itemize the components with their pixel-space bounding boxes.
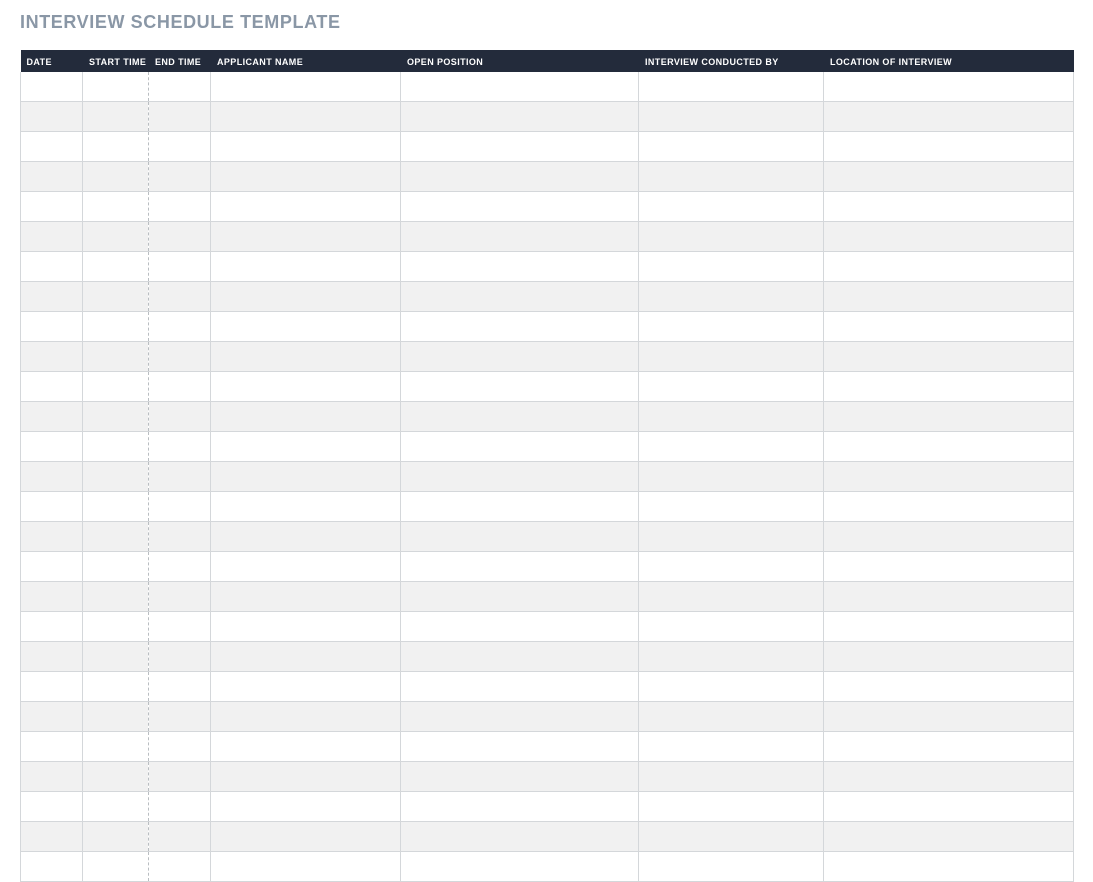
cell-start_time[interactable] <box>83 162 149 192</box>
cell-applicant_name[interactable] <box>211 402 401 432</box>
cell-location_of_interview[interactable] <box>824 132 1074 162</box>
cell-applicant_name[interactable] <box>211 672 401 702</box>
cell-end_time[interactable] <box>149 672 211 702</box>
cell-start_time[interactable] <box>83 102 149 132</box>
cell-end_time[interactable] <box>149 522 211 552</box>
cell-applicant_name[interactable] <box>211 732 401 762</box>
cell-open_position[interactable] <box>401 432 639 462</box>
cell-open_position[interactable] <box>401 492 639 522</box>
cell-interview_conducted_by[interactable] <box>639 672 824 702</box>
cell-end_time[interactable] <box>149 432 211 462</box>
cell-date[interactable] <box>21 372 83 402</box>
table-row <box>21 222 1074 252</box>
cell-date[interactable] <box>21 102 83 132</box>
cell-date[interactable] <box>21 222 83 252</box>
column-header-interview-conducted-by: INTERVIEW CONDUCTED BY <box>639 50 824 72</box>
table-row <box>21 102 1074 132</box>
table-row <box>21 402 1074 432</box>
cell-start_time[interactable] <box>83 732 149 762</box>
cell-open_position[interactable] <box>401 342 639 372</box>
cell-open_position[interactable] <box>401 372 639 402</box>
cell-date[interactable] <box>21 702 83 732</box>
cell-start_time[interactable] <box>83 762 149 792</box>
cell-applicant_name[interactable] <box>211 762 401 792</box>
table-row <box>21 492 1074 522</box>
cell-location_of_interview[interactable] <box>824 642 1074 672</box>
cell-interview_conducted_by[interactable] <box>639 102 824 132</box>
cell-applicant_name[interactable] <box>211 822 401 852</box>
cell-location_of_interview[interactable] <box>824 402 1074 432</box>
cell-date[interactable] <box>21 342 83 372</box>
cell-location_of_interview[interactable] <box>824 672 1074 702</box>
cell-end_time[interactable] <box>149 342 211 372</box>
cell-date[interactable] <box>21 432 83 462</box>
table-row <box>21 612 1074 642</box>
cell-date[interactable] <box>21 552 83 582</box>
cell-open_position[interactable] <box>401 252 639 282</box>
table-row <box>21 162 1074 192</box>
cell-end_time[interactable] <box>149 792 211 822</box>
cell-location_of_interview[interactable] <box>824 552 1074 582</box>
cell-interview_conducted_by[interactable] <box>639 792 824 822</box>
cell-open_position[interactable] <box>401 822 639 852</box>
cell-open_position[interactable] <box>401 312 639 342</box>
column-header-start-time: START TIME <box>83 50 149 72</box>
cell-interview_conducted_by[interactable] <box>639 612 824 642</box>
cell-interview_conducted_by[interactable] <box>639 342 824 372</box>
cell-start_time[interactable] <box>83 222 149 252</box>
cell-location_of_interview[interactable] <box>824 282 1074 312</box>
table-row <box>21 462 1074 492</box>
cell-date[interactable] <box>21 792 83 822</box>
cell-end_time[interactable] <box>149 732 211 762</box>
cell-applicant_name[interactable] <box>211 612 401 642</box>
cell-start_time[interactable] <box>83 522 149 552</box>
cell-end_time[interactable] <box>149 132 211 162</box>
cell-applicant_name[interactable] <box>211 642 401 672</box>
cell-date[interactable] <box>21 822 83 852</box>
table-row <box>21 702 1074 732</box>
interview-schedule-table <box>20 50 1074 882</box>
cell-interview_conducted_by[interactable] <box>639 372 824 402</box>
cell-open_position[interactable] <box>401 402 639 432</box>
cell-end_time[interactable] <box>149 282 211 312</box>
cell-applicant_name[interactable] <box>211 72 401 102</box>
cell-end_time[interactable] <box>149 402 211 432</box>
cell-start_time[interactable] <box>83 492 149 522</box>
cell-open_position[interactable] <box>401 102 639 132</box>
cell-date[interactable] <box>21 672 83 702</box>
cell-open_position[interactable] <box>401 672 639 702</box>
cell-location_of_interview[interactable] <box>824 372 1074 402</box>
cell-applicant_name[interactable] <box>211 192 401 222</box>
cell-location_of_interview[interactable] <box>824 492 1074 522</box>
column-header-applicant-name: APPLICANT NAME <box>211 50 401 72</box>
cell-interview_conducted_by[interactable] <box>639 402 824 432</box>
cell-applicant_name[interactable] <box>211 432 401 462</box>
cell-start_time[interactable] <box>83 252 149 282</box>
cell-date[interactable] <box>21 582 83 612</box>
cell-applicant_name[interactable] <box>211 282 401 312</box>
table-row <box>21 252 1074 282</box>
cell-interview_conducted_by[interactable] <box>639 222 824 252</box>
table-row <box>21 522 1074 552</box>
cell-interview_conducted_by[interactable] <box>639 702 824 732</box>
cell-date[interactable] <box>21 462 83 492</box>
cell-start_time[interactable] <box>83 192 149 222</box>
cell-interview_conducted_by[interactable] <box>639 132 824 162</box>
table-row <box>21 732 1074 762</box>
cell-interview_conducted_by[interactable] <box>639 582 824 612</box>
cell-applicant_name[interactable] <box>211 102 401 132</box>
table-row <box>21 432 1074 462</box>
table-row <box>21 372 1074 402</box>
cell-start_time[interactable] <box>83 822 149 852</box>
cell-start_time[interactable] <box>83 132 149 162</box>
cell-start_time[interactable] <box>83 612 149 642</box>
cell-location_of_interview[interactable] <box>824 192 1074 222</box>
cell-end_time[interactable] <box>149 552 211 582</box>
cell-open_position[interactable] <box>401 222 639 252</box>
cell-location_of_interview[interactable] <box>824 582 1074 612</box>
cell-interview_conducted_by[interactable] <box>639 762 824 792</box>
cell-open_position[interactable] <box>401 792 639 822</box>
cell-open_position[interactable] <box>401 522 639 552</box>
cell-start_time[interactable] <box>83 462 149 492</box>
cell-applicant_name[interactable] <box>211 312 401 342</box>
cell-open_position[interactable] <box>401 642 639 672</box>
cell-interview_conducted_by[interactable] <box>639 552 824 582</box>
cell-location_of_interview[interactable] <box>824 432 1074 462</box>
cell-location_of_interview[interactable] <box>824 612 1074 642</box>
cell-date[interactable] <box>21 522 83 552</box>
cell-open_position[interactable] <box>401 612 639 642</box>
cell-date[interactable] <box>21 492 83 522</box>
cell-date[interactable] <box>21 762 83 792</box>
cell-interview_conducted_by[interactable] <box>639 732 824 762</box>
cell-location_of_interview[interactable] <box>824 222 1074 252</box>
cell-end_time[interactable] <box>149 312 211 342</box>
cell-end_time[interactable] <box>149 702 211 732</box>
cell-end_time[interactable] <box>149 372 211 402</box>
cell-end_time[interactable] <box>149 192 211 222</box>
cell-applicant_name[interactable] <box>211 222 401 252</box>
column-header-location-of-interview: LOCATION OF INTERVIEW <box>824 50 1074 72</box>
table-row <box>21 552 1074 582</box>
cell-location_of_interview[interactable] <box>824 312 1074 342</box>
cell-applicant_name[interactable] <box>211 702 401 732</box>
cell-end_time[interactable] <box>149 612 211 642</box>
cell-start_time[interactable] <box>83 792 149 822</box>
cell-location_of_interview[interactable] <box>824 102 1074 132</box>
table-header <box>21 50 1074 72</box>
cell-interview_conducted_by[interactable] <box>639 432 824 462</box>
cell-open_position[interactable] <box>401 282 639 312</box>
cell-end_time[interactable] <box>149 492 211 522</box>
cell-date[interactable] <box>21 252 83 282</box>
cell-applicant_name[interactable] <box>211 492 401 522</box>
cell-interview_conducted_by[interactable] <box>639 522 824 552</box>
cell-open_position[interactable] <box>401 72 639 102</box>
cell-date[interactable] <box>21 192 83 222</box>
table-body <box>21 72 1074 882</box>
cell-location_of_interview[interactable] <box>824 72 1074 102</box>
table-row <box>21 132 1074 162</box>
cell-interview_conducted_by[interactable] <box>639 72 824 102</box>
cell-location_of_interview[interactable] <box>824 522 1074 552</box>
column-header-date: DATE <box>21 50 83 72</box>
cell-interview_conducted_by[interactable] <box>639 192 824 222</box>
cell-location_of_interview[interactable] <box>824 462 1074 492</box>
cell-start_time[interactable] <box>83 402 149 432</box>
cell-interview_conducted_by[interactable] <box>639 642 824 672</box>
cell-location_of_interview[interactable] <box>824 822 1074 852</box>
cell-open_position[interactable] <box>401 132 639 162</box>
cell-interview_conducted_by[interactable] <box>639 252 824 282</box>
cell-end_time[interactable] <box>149 72 211 102</box>
table-row <box>21 72 1074 102</box>
cell-open_position[interactable] <box>401 762 639 792</box>
cell-date[interactable] <box>21 282 83 312</box>
cell-start_time[interactable] <box>83 372 149 402</box>
cell-date[interactable] <box>21 612 83 642</box>
cell-end_time[interactable] <box>149 252 211 282</box>
cell-interview_conducted_by[interactable] <box>639 312 824 342</box>
table-row <box>21 192 1074 222</box>
page-title: INTERVIEW SCHEDULE TEMPLATE <box>20 12 341 32</box>
table-row <box>21 582 1074 612</box>
cell-location_of_interview[interactable] <box>824 792 1074 822</box>
cell-start_time[interactable] <box>83 672 149 702</box>
cell-date[interactable] <box>21 162 83 192</box>
cell-interview_conducted_by[interactable] <box>639 822 824 852</box>
cell-end_time[interactable] <box>149 822 211 852</box>
column-header-end-time: END TIME <box>149 50 211 72</box>
cell-open_position[interactable] <box>401 552 639 582</box>
cell-location_of_interview[interactable] <box>824 732 1074 762</box>
cell-interview_conducted_by[interactable] <box>639 462 824 492</box>
cell-location_of_interview[interactable] <box>824 342 1074 372</box>
cell-interview_conducted_by[interactable] <box>639 282 824 312</box>
table-row <box>21 762 1074 792</box>
interview-schedule-table-container <box>20 50 1073 882</box>
cell-applicant_name[interactable] <box>211 582 401 612</box>
cell-location_of_interview[interactable] <box>824 702 1074 732</box>
cell-location_of_interview[interactable] <box>824 162 1074 192</box>
cell-end_time[interactable] <box>149 642 211 672</box>
cell-start_time[interactable] <box>83 342 149 372</box>
cell-end_time[interactable] <box>149 762 211 792</box>
cell-interview_conducted_by[interactable] <box>639 162 824 192</box>
cell-date[interactable] <box>21 732 83 762</box>
cell-end_time[interactable] <box>149 582 211 612</box>
cell-location_of_interview[interactable] <box>824 762 1074 792</box>
cell-open_position[interactable] <box>401 702 639 732</box>
cell-end_time[interactable] <box>149 102 211 132</box>
cell-date[interactable] <box>21 642 83 672</box>
cell-start_time[interactable] <box>83 432 149 462</box>
cell-applicant_name[interactable] <box>211 552 401 582</box>
cell-applicant_name[interactable] <box>211 162 401 192</box>
cell-interview_conducted_by[interactable] <box>639 492 824 522</box>
table-row <box>21 312 1074 342</box>
cell-applicant_name[interactable] <box>211 132 401 162</box>
table-row <box>21 672 1074 702</box>
cell-start_time[interactable] <box>83 552 149 582</box>
column-header-open-position: OPEN POSITION <box>401 50 639 72</box>
cell-applicant_name[interactable] <box>211 522 401 552</box>
cell-start_time[interactable] <box>83 642 149 672</box>
cell-applicant_name[interactable] <box>211 792 401 822</box>
table-row <box>21 282 1074 312</box>
table-row <box>21 342 1074 372</box>
table-row <box>21 792 1074 822</box>
cell-date[interactable] <box>21 132 83 162</box>
cell-start_time[interactable] <box>83 582 149 612</box>
cell-open_position[interactable] <box>401 582 639 612</box>
cell-open_position[interactable] <box>401 732 639 762</box>
cell-start_time[interactable] <box>83 702 149 732</box>
cell-location_of_interview[interactable] <box>824 252 1074 282</box>
cell-date[interactable] <box>21 72 83 102</box>
cell-open_position[interactable] <box>401 162 639 192</box>
cell-start_time[interactable] <box>83 282 149 312</box>
cell-open_position[interactable] <box>401 192 639 222</box>
cell-start_time[interactable] <box>83 312 149 342</box>
cell-date[interactable] <box>21 402 83 432</box>
cell-applicant_name[interactable] <box>211 462 401 492</box>
cell-end_time[interactable] <box>149 222 211 252</box>
cell-start_time[interactable] <box>83 72 149 102</box>
cell-applicant_name[interactable] <box>211 372 401 402</box>
cell-applicant_name[interactable] <box>211 252 401 282</box>
cell-applicant_name[interactable] <box>211 342 401 372</box>
cell-end_time[interactable] <box>149 462 211 492</box>
cell-date[interactable] <box>21 312 83 342</box>
table-row <box>21 642 1074 672</box>
cell-end_time[interactable] <box>149 162 211 192</box>
cell-open_position[interactable] <box>401 462 639 492</box>
table-header-row <box>21 50 1074 72</box>
table-row <box>21 822 1074 852</box>
